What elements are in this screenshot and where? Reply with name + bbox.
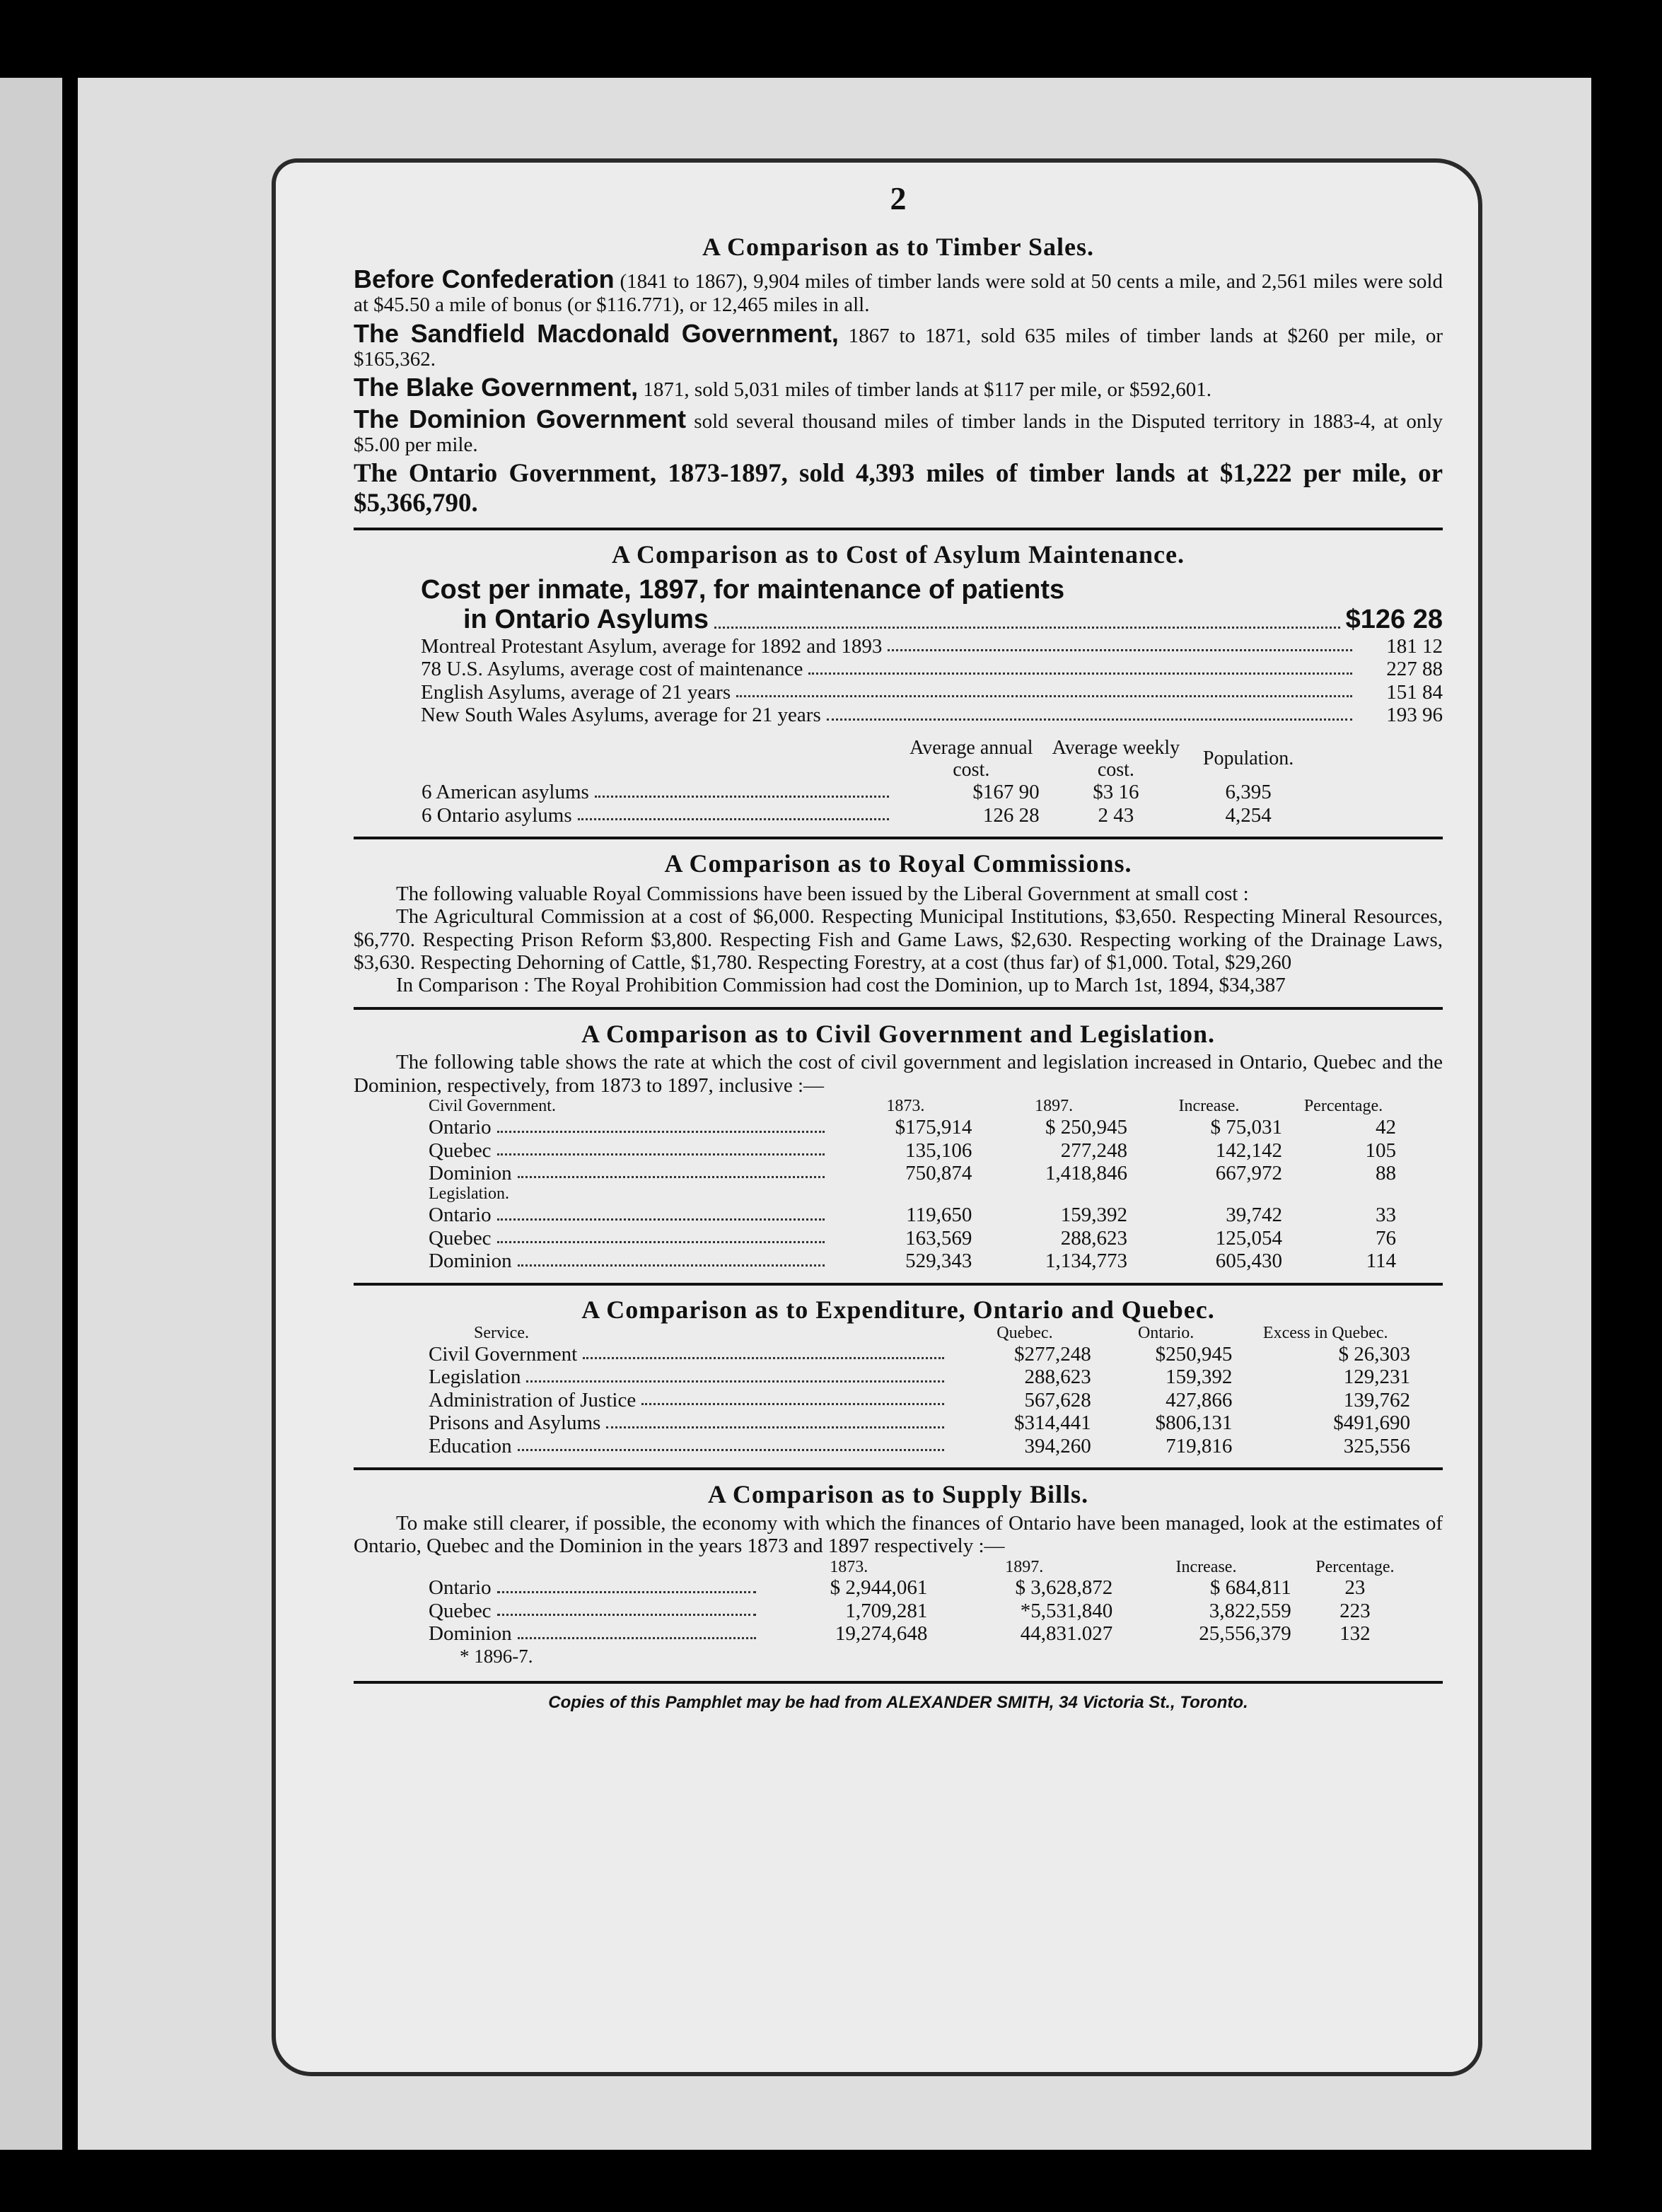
table-row: Ontario $ 2,944,061 $ 3,628,872 $ 684,811 23 — [429, 1576, 1366, 1600]
asylum-heading: A Comparison as to Cost of Asylum Maintenance. — [611, 540, 1185, 569]
table-row: Legislation 288,623 159,392 129,231 — [429, 1366, 1410, 1389]
section-divider — [354, 1681, 1443, 1684]
section-divider — [354, 1467, 1443, 1470]
supply-heading: A Comparison as to Supply Bills. — [707, 1480, 1089, 1509]
expenditure-section — [354, 1296, 1443, 1458]
section-divider — [354, 837, 1443, 839]
col-header: 1897. — [1035, 1097, 1074, 1116]
table-row: Quebec 163,569 288,623 125,054 76 — [429, 1226, 1396, 1250]
list-item: English Asylums, average of 21 years 151 84 — [421, 680, 1443, 704]
col-header: Average weekly cost. — [1052, 736, 1180, 781]
supply-footnote: * 1896-7. — [460, 1645, 533, 1667]
civil-heading: A Comparison as to Civil Government and Legislation. — [581, 1019, 1216, 1048]
col-header: Service. — [474, 1324, 529, 1343]
royal-comparison: In Comparison : The Royal Prohibition Commission had cost the Dominion, up to March 1st, 1894, $34,387 — [396, 974, 1286, 997]
timber-paragraph: The Blake Government, 1871, sold 5,031 miles of timber lands at $117 per mile, or $592,601. — [354, 373, 1211, 402]
table-row: Ontario $175,914 $ 250,945 $ 75,031 42 — [429, 1116, 1396, 1139]
table-row: Ontario 119,650 159,392 39,742 33 — [429, 1204, 1396, 1227]
asylum-section — [354, 540, 1443, 827]
table-row: 6 Ontario asylums 126 28 2 43 4,254 — [422, 803, 1272, 827]
table-row: Civil Government $277,248 $250,945 $ 26,303 — [429, 1342, 1410, 1366]
royal-list: The Agricultural Commission at a cost of $6,000. Respecting Municipal Institutions, $3,650. Respecting Mineral Resources, $6,770. Respecting Prison Reform $3,800. Respecting Fish and Game Laws, $2,630. Respecting working of the Drainage Laws, $3,630. Respecting Dehorning of Cattle, $1,780. Respecting Forestry, at a cost (thus far) of $1,000. Total, $29,260 — [354, 905, 1443, 974]
adjacent-page-edge — [0, 78, 62, 2150]
table-row: Administration of Justice 567,628 427,866 139,762 — [429, 1388, 1410, 1411]
supply-intro: To make still clearer, if possible, the economy with which the finances of Ontario have been managed, look at the estimates of Ontario, Quebec and the Dominion in the years 1873 and 1897 respectively :— — [354, 1511, 1443, 1558]
table-row: Prisons and Asylums $314,441 $806,131 $491,690 — [429, 1411, 1410, 1435]
list-item: 78 U.S. Asylums, average cost of maintenance 227 88 — [421, 658, 1443, 681]
col-header: Average annual cost. — [910, 736, 1033, 781]
page-number: 2 — [890, 180, 907, 216]
timber-ontario-summary: The Ontario Government, 1873-1897, sold 4,393 miles of timber lands at $1,222 per mile, or $5,366,790. — [354, 459, 1443, 518]
col-header: Increase. — [1178, 1097, 1240, 1116]
table-row: Quebec 1,709,281 *5,531,840 3,822,559 223 — [429, 1599, 1371, 1622]
table-row: Dominion 529,343 1,134,773 605,430 114 — [429, 1250, 1396, 1273]
asylum-main-value: $126 28 — [1345, 605, 1443, 635]
pamphlet-footer: Copies of this Pamphlet may be had from ALEXANDER SMITH, 34 Victoria St., Toronto. — [548, 1693, 1248, 1713]
supply-section — [354, 1480, 1443, 1667]
page-content — [354, 180, 1443, 1713]
asylum-table — [417, 737, 1308, 827]
col-header: 1897. — [1005, 1557, 1044, 1576]
table-row: Dominion 750,874 1,418,846 667,972 88 — [429, 1162, 1396, 1185]
supply-table — [424, 1558, 1414, 1646]
timber-paragraph: Before Confederation (1841 to 1867), 9,904 miles of timber lands were sold at 50 cents a mile, and 2,561 miles were sold at $45.50 a mile of bonus (or $116.771), or 12,465 miles in all. — [354, 264, 1443, 317]
timber-paragraph: The Sandfield Macdonald Government, 1867 to 1871, sold 635 miles of timber lands at $260 per mile, or $165,362. — [354, 318, 1443, 371]
asylum-main-line: Cost per inmate, 1897, for maintenance of patients — [421, 574, 1065, 605]
list-item: New South Wales Asylums, average for 21 years 193 96 — [421, 704, 1443, 727]
table-row: Dominion 19,274,648 44,831.027 25,556,379 132 — [429, 1622, 1371, 1646]
col-header: 1873. — [886, 1097, 925, 1116]
col-header: Ontario. — [1137, 1324, 1195, 1343]
royal-section — [354, 849, 1443, 997]
expenditure-heading: A Comparison as to Expenditure, Ontario and Quebec. — [581, 1295, 1215, 1324]
table-row: 6 American asylums $167 90 $3 16 6,395 — [422, 781, 1272, 804]
col-header: 1873. — [830, 1557, 868, 1576]
expenditure-table — [424, 1324, 1414, 1457]
section-divider — [354, 1007, 1443, 1010]
timber-heading: A Comparison as to Timber Sales. — [702, 232, 1095, 261]
col-header: Increase. — [1175, 1557, 1237, 1576]
civil-intro: The following table shows the rate at which the cost of civil government and legislation increased in Ontario, Quebec and the Dominion, respectively, from 1873 to 1897, inclusive :— — [354, 1051, 1443, 1097]
col-header: Civil Government. — [429, 1097, 556, 1116]
timber-section — [354, 233, 1443, 518]
section-divider — [354, 1283, 1443, 1286]
table-row: Education 394,260 719,816 325,556 — [429, 1434, 1410, 1457]
legislation-subheading: Legislation. — [429, 1184, 509, 1204]
list-item: Montreal Protestant Asylum, average for 1892 and 1893 181 12 — [421, 634, 1443, 658]
royal-intro: The following valuable Royal Commissions have been issued by the Liberal Government at small cost : — [396, 882, 1249, 905]
col-header: Percentage. — [1315, 1557, 1395, 1576]
col-header: Percentage. — [1303, 1097, 1383, 1116]
section-divider — [354, 528, 1443, 530]
table-row: Quebec 135,106 277,248 142,142 105 — [429, 1139, 1396, 1162]
col-header: Excess in Quebec. — [1262, 1324, 1388, 1343]
col-header: Population. — [1202, 747, 1294, 770]
civil-section — [354, 1020, 1443, 1273]
royal-heading: A Comparison as to Royal Commissions. — [664, 849, 1132, 878]
asylum-main-label: in Ontario Asylums — [463, 605, 709, 635]
timber-paragraph: The Dominion Government sold several thousand miles of timber lands in the Disputed territory in 1883-4, at only $5.00 per mile. — [354, 404, 1443, 457]
civil-table — [424, 1097, 1400, 1273]
col-header: Quebec. — [996, 1324, 1053, 1343]
